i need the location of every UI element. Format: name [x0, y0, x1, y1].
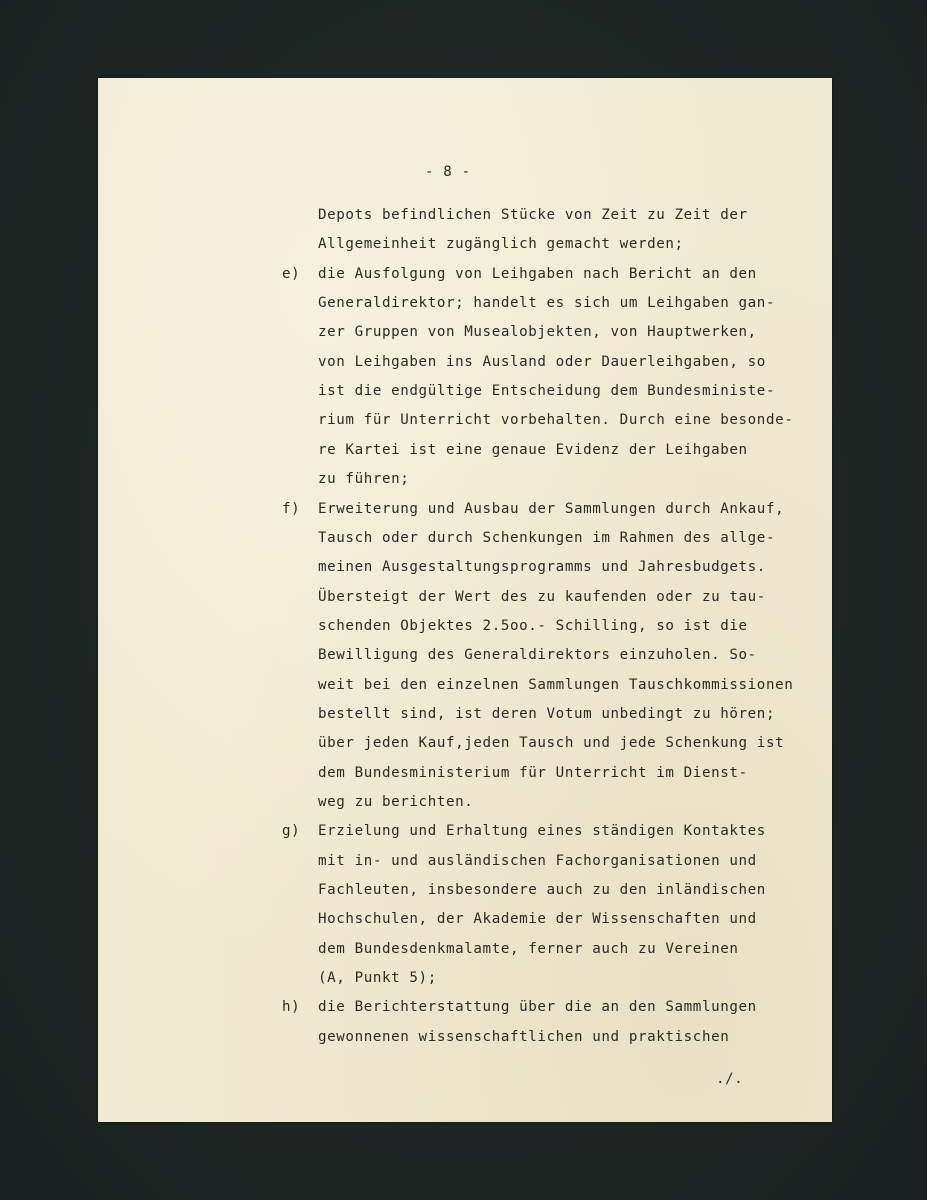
text-line: über jeden Kauf,jeden Tausch und jede Schenkung ist — [318, 735, 785, 752]
text-line: von Leihgaben ins Ausland oder Dauerleihgaben, so — [318, 353, 766, 370]
text-line: Tausch oder durch Schenkungen im Rahmen des allge- — [318, 529, 776, 546]
text-line: mit in- und ausländischen Fachorganisationen und — [318, 852, 757, 869]
text-line: gewonnenen wissenschaftlichen und praktischen — [318, 1028, 730, 1045]
text-line: weg zu berichten. — [318, 794, 474, 810]
text-line: (A, Punkt 5); — [318, 970, 437, 987]
text-line: meinen Ausgestaltungsprogramms und Jahresbudgets. — [318, 559, 766, 576]
text-line: Allgemeinheit zugänglich gemacht werden; — [318, 236, 684, 253]
text-line: ist die endgültige Entscheidung dem Bundesministe- — [318, 383, 776, 400]
text-line: re Kartei ist eine genaue Evidenz der Leihgaben — [318, 441, 748, 458]
text-line: rium für Unterricht vorbehalten. Durch eine besonde- — [318, 412, 794, 429]
text-line: Generaldirektor; handelt es sich um Leihgaben gan- — [318, 295, 776, 312]
text-line: Fachleuten, insbesondere auch zu den inländischen — [318, 882, 766, 899]
text-line: Übersteigt der Wert des zu kaufenden oder zu tau- — [318, 588, 766, 605]
text-line: weit bei den einzelnen Sammlungen Tauschkommissionen — [318, 676, 794, 693]
text-line: Erweiterung und Ausbau der Sammlungen durch Ankauf, — [318, 500, 785, 517]
list-marker: e) — [282, 265, 301, 282]
text-line: zu führen; — [318, 471, 410, 488]
text-line: schenden Objektes 2.5oo.- Schilling, so ist die — [318, 617, 748, 634]
list-marker: g) — [282, 823, 301, 840]
text-line: Depots befindlichen Stücke von Zeit zu Zeit der — [318, 207, 748, 223]
text-line: bestellt sind, ist deren Votum unbedingt zu hören; — [318, 705, 776, 722]
text-line: die Berichterstattung über die an den Sammlungen — [318, 999, 757, 1016]
text-line: die Ausfolgung von Leihgaben nach Bericht an den — [318, 265, 757, 282]
page-number: - 8 - — [425, 164, 471, 180]
text-line: dem Bundesministerium für Unterricht im Dienst- — [318, 764, 748, 781]
text-line: Erzielung und Erhaltung eines ständigen Kontaktes — [318, 823, 766, 840]
text-line: Bewilligung des Generaldirektors einzuholen. So- — [318, 647, 757, 664]
list-marker: f) — [282, 500, 301, 517]
text-line: zer Gruppen von Musealobjekten, von Hauptwerken, — [318, 324, 757, 341]
text-line: Hochschulen, der Akademie der Wissenschaften und — [318, 911, 757, 928]
text-line: dem Bundesdenkmalamte, ferner auch zu Vereinen — [318, 940, 739, 957]
continuation-mark: ./. — [716, 1071, 744, 1087]
list-marker: h) — [282, 999, 301, 1016]
